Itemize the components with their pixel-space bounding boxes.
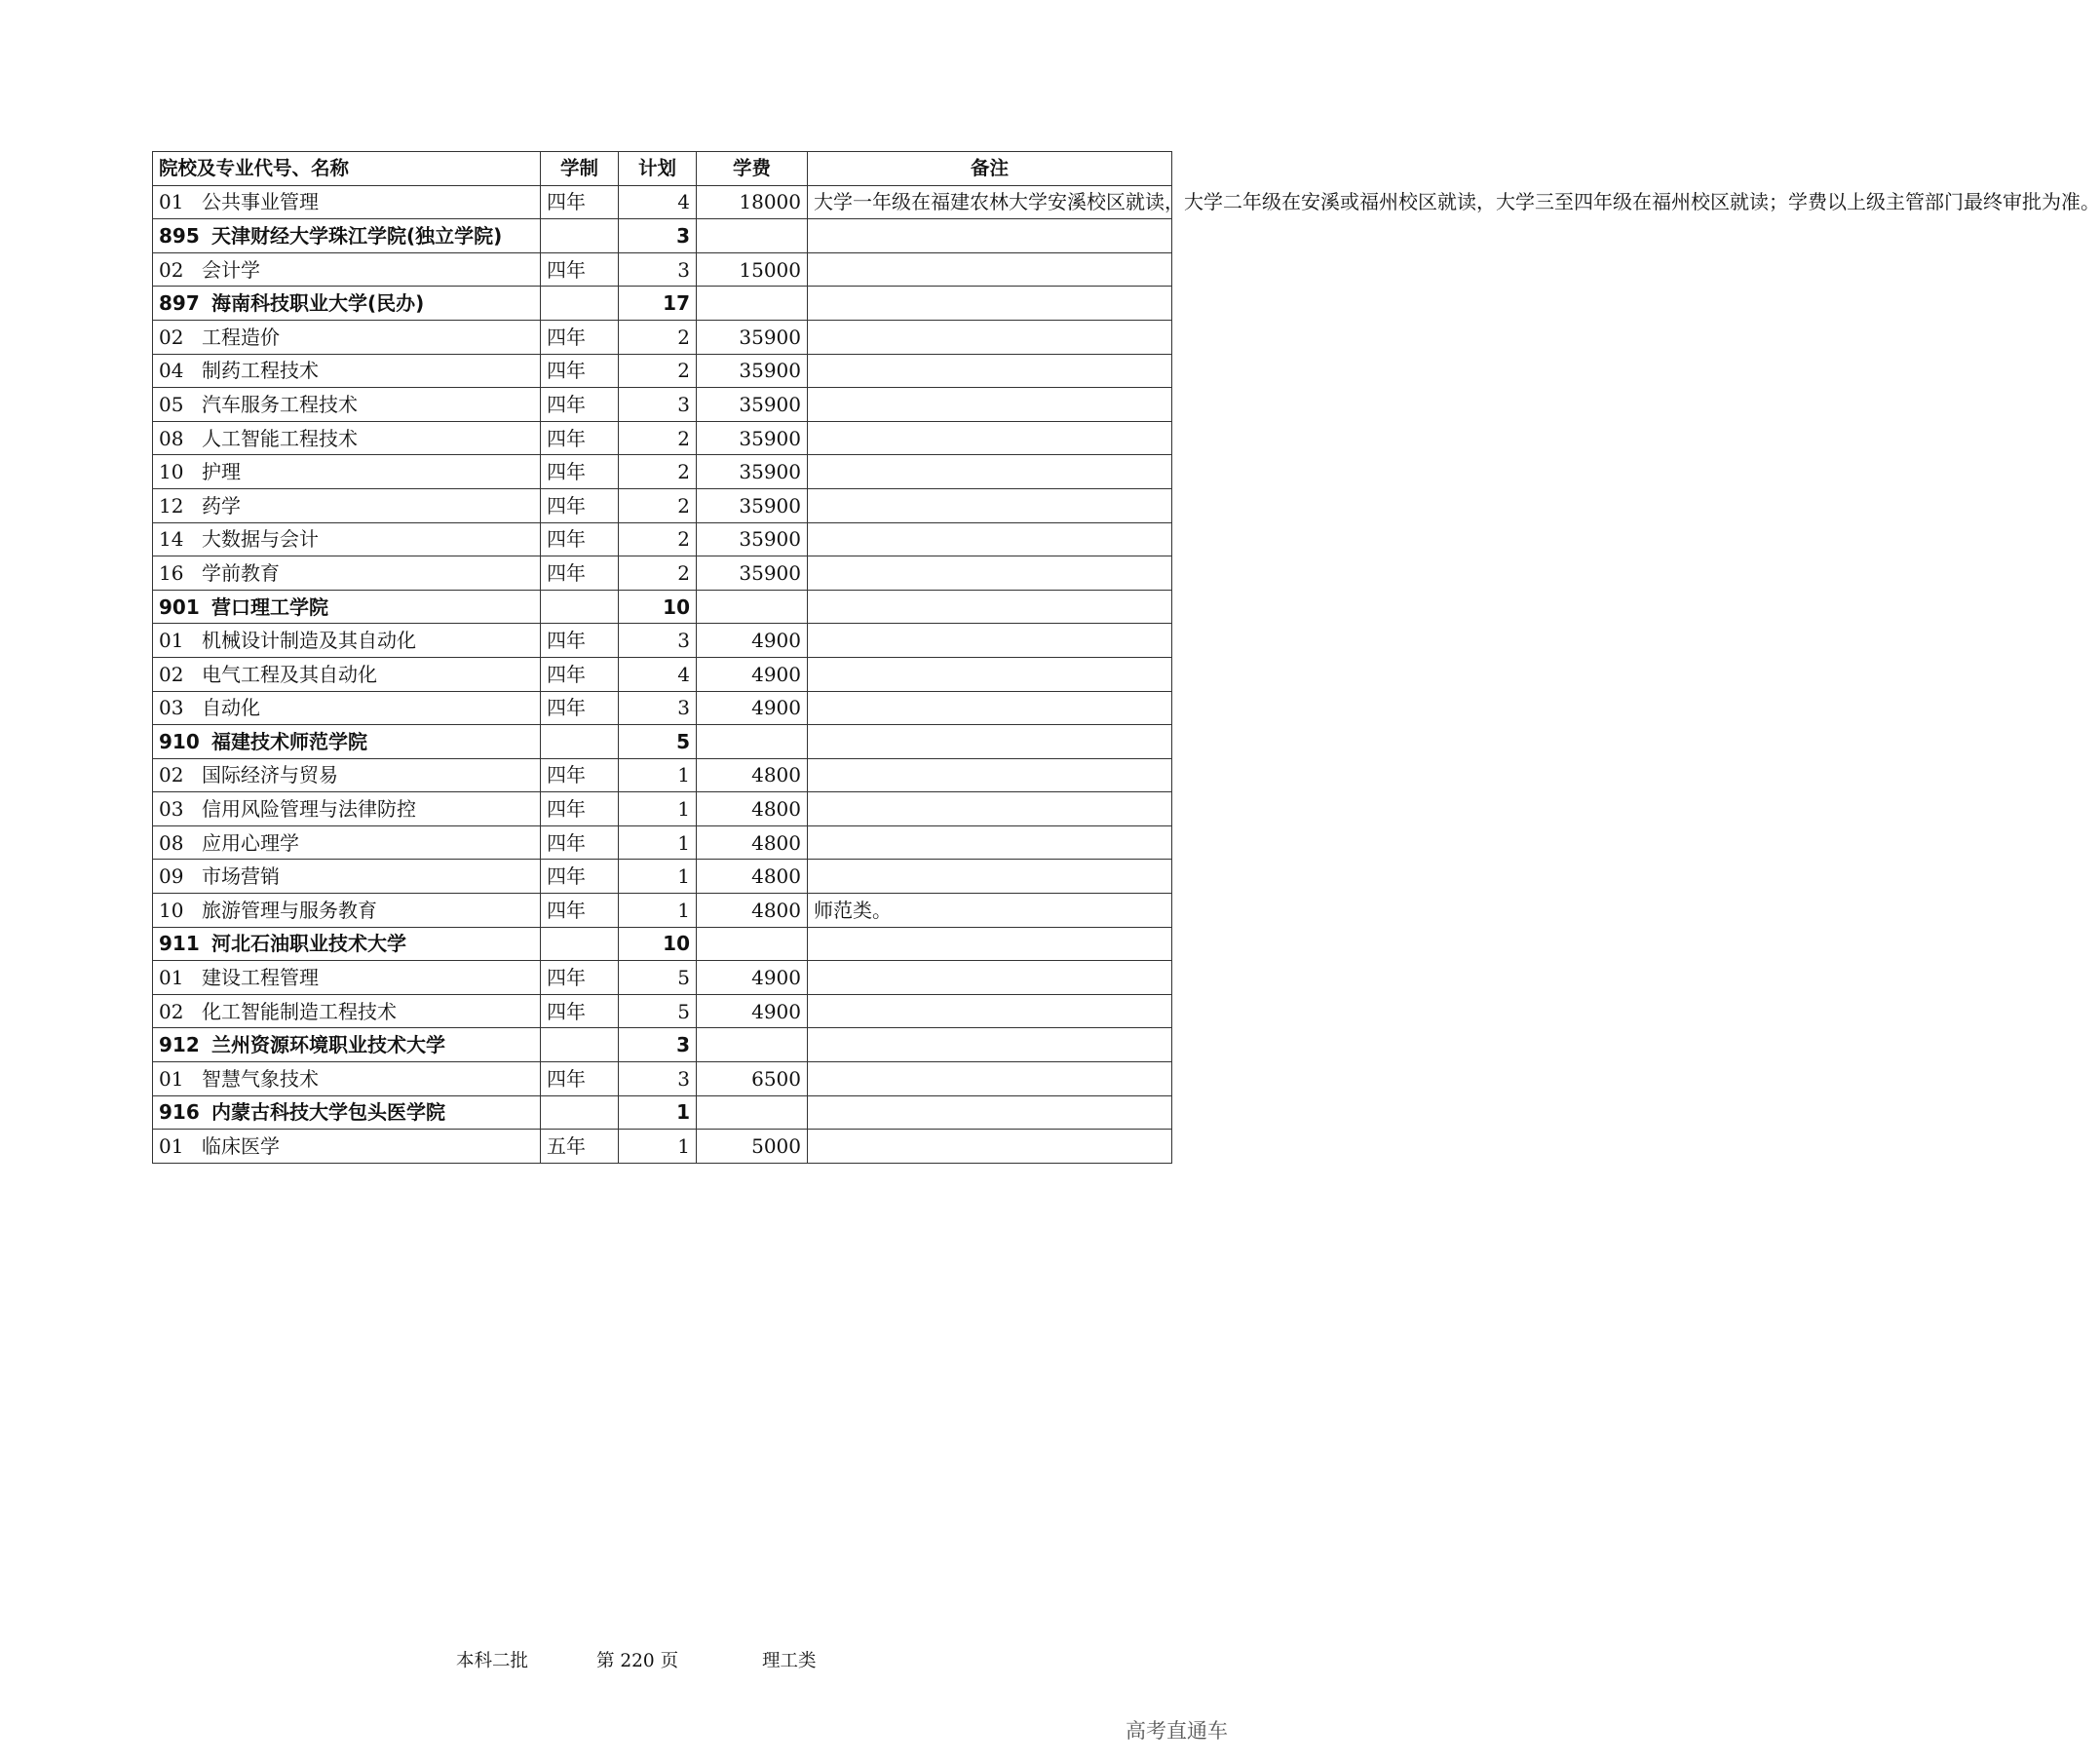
- fee-cell: 35900: [697, 522, 808, 556]
- college-name: 海南科技职业大学(民办): [211, 291, 425, 316]
- plan-cell: 3: [619, 388, 697, 422]
- major-code: 01: [159, 966, 184, 990]
- name-cell: [153, 1028, 541, 1062]
- major-code: 03: [159, 696, 184, 720]
- fee-cell: 35900: [697, 320, 808, 354]
- note-cell: [808, 590, 1172, 624]
- college-row: [153, 1028, 1172, 1062]
- note-cell: [808, 488, 1172, 522]
- name-cell: [153, 320, 541, 354]
- length-cell: 四年: [541, 894, 619, 928]
- name-cell: [153, 388, 541, 422]
- name-cell: [153, 691, 541, 725]
- plan-cell: 1: [619, 894, 697, 928]
- footer-page-number: 第 220 页: [596, 1651, 679, 1671]
- major-name: 学前教育: [202, 560, 280, 585]
- college-code: 910: [159, 729, 200, 753]
- college-name: 天津财经大学珠江学院(独立学院): [211, 223, 503, 248]
- fee-cell: [697, 287, 808, 321]
- header-note: 备注: [808, 152, 1172, 186]
- name-cell: [153, 354, 541, 388]
- note-cell: [808, 1095, 1172, 1130]
- fee-cell: 6500: [697, 1062, 808, 1096]
- plan-cell: 1: [619, 1095, 697, 1130]
- plan-cell: 10: [619, 590, 697, 624]
- fee-cell: 18000: [697, 185, 808, 219]
- note-cell: [808, 691, 1172, 725]
- college-row: [153, 725, 1172, 759]
- college-code: 895: [159, 223, 200, 248]
- college-row: [153, 287, 1172, 321]
- name-cell: [153, 219, 541, 253]
- name-cell: [153, 1062, 541, 1096]
- fee-cell: 4900: [697, 691, 808, 725]
- fee-cell: 35900: [697, 421, 808, 455]
- college-name: 营口理工学院: [211, 594, 328, 619]
- name-cell: [153, 252, 541, 287]
- length-cell: 四年: [541, 388, 619, 422]
- major-row: [153, 860, 1172, 894]
- major-name: 临床医学: [202, 1134, 280, 1159]
- name-cell: [153, 725, 541, 759]
- admission-plan-table: [152, 151, 2100, 1164]
- length-cell: 五年: [541, 1130, 619, 1164]
- note-cell: [808, 1028, 1172, 1062]
- major-row: [153, 320, 1172, 354]
- plan-cell: 5: [619, 961, 697, 995]
- footer-category: 理工类: [762, 1651, 817, 1671]
- note-cell: [808, 860, 1172, 894]
- name-cell: [153, 556, 541, 591]
- length-cell: [541, 219, 619, 253]
- major-row: [153, 894, 1172, 928]
- major-code: 05: [159, 392, 184, 416]
- header-name: 院校及专业代号、名称: [153, 152, 541, 186]
- length-cell: [541, 287, 619, 321]
- major-row: [153, 1062, 1172, 1096]
- major-name: 市场营销: [202, 864, 280, 889]
- length-cell: 四年: [541, 556, 619, 591]
- name-cell: [153, 657, 541, 691]
- major-code: 01: [159, 1066, 184, 1091]
- plan-cell: 3: [619, 252, 697, 287]
- note-cell: [808, 927, 1172, 961]
- plan-cell: 3: [619, 624, 697, 658]
- name-cell: [153, 455, 541, 489]
- note-cell: [808, 825, 1172, 860]
- major-row: [153, 961, 1172, 995]
- major-row: [153, 556, 1172, 591]
- fee-cell: 4800: [697, 825, 808, 860]
- fee-cell: 35900: [697, 455, 808, 489]
- note-cell: 师范类。: [808, 894, 1172, 928]
- plan-cell: 2: [619, 556, 697, 591]
- major-code: 02: [159, 662, 184, 686]
- college-row: [153, 1095, 1172, 1130]
- plan-cell: 3: [619, 219, 697, 253]
- length-cell: 四年: [541, 961, 619, 995]
- college-row: [153, 590, 1172, 624]
- major-row: [153, 388, 1172, 422]
- note-cell: [808, 455, 1172, 489]
- length-cell: 四年: [541, 320, 619, 354]
- note-cell: [808, 320, 1172, 354]
- length-cell: 四年: [541, 657, 619, 691]
- length-cell: [541, 927, 619, 961]
- note-cell: [808, 388, 1172, 422]
- name-cell: [153, 185, 541, 219]
- header-fee: 学费: [697, 152, 808, 186]
- fee-cell: 4800: [697, 758, 808, 792]
- major-row: [153, 792, 1172, 826]
- note-cell: [808, 758, 1172, 792]
- fee-cell: 5000: [697, 1130, 808, 1164]
- note-cell: [808, 219, 1172, 253]
- note-cell: [808, 1062, 1172, 1096]
- college-code: 912: [159, 1033, 200, 1057]
- note-cell: [808, 961, 1172, 995]
- major-code: 12: [159, 493, 184, 518]
- plan-cell: 1: [619, 792, 697, 826]
- major-code: 01: [159, 190, 184, 214]
- fee-cell: [697, 1028, 808, 1062]
- fee-cell: 4900: [697, 994, 808, 1028]
- major-code: 08: [159, 426, 184, 450]
- name-cell: [153, 860, 541, 894]
- table-header-row: [153, 152, 1172, 186]
- major-name: 大数据与会计: [202, 527, 319, 552]
- major-code: 08: [159, 830, 184, 855]
- length-cell: [541, 725, 619, 759]
- plan-cell: 5: [619, 725, 697, 759]
- major-row: [153, 825, 1172, 860]
- major-code: 04: [159, 359, 184, 383]
- plan-cell: 2: [619, 320, 697, 354]
- plan-cell: 1: [619, 758, 697, 792]
- note-cell: [808, 792, 1172, 826]
- name-cell: [153, 624, 541, 658]
- college-name: 河北石油职业技术大学: [211, 932, 406, 956]
- name-cell: [153, 287, 541, 321]
- plan-cell: 17: [619, 287, 697, 321]
- length-cell: 四年: [541, 1062, 619, 1096]
- header-length: 学制: [541, 152, 619, 186]
- major-name: 智慧气象技术: [202, 1066, 319, 1091]
- fee-cell: 4900: [697, 961, 808, 995]
- length-cell: 四年: [541, 792, 619, 826]
- college-code: 916: [159, 1100, 200, 1125]
- major-code: 02: [159, 325, 184, 349]
- major-code: 01: [159, 629, 184, 653]
- name-cell: [153, 1130, 541, 1164]
- plan-cell: 1: [619, 825, 697, 860]
- plan-cell: 10: [619, 927, 697, 961]
- major-name: 国际经济与贸易: [202, 763, 338, 787]
- major-name: 工程造价: [202, 325, 280, 349]
- plan-cell: 4: [619, 185, 697, 219]
- note-cell: [808, 1130, 1172, 1164]
- college-name: 福建技术师范学院: [211, 729, 367, 753]
- plan-cell: 1: [619, 860, 697, 894]
- fee-cell: [697, 219, 808, 253]
- name-cell: [153, 488, 541, 522]
- length-cell: 四年: [541, 825, 619, 860]
- major-code: 09: [159, 864, 184, 889]
- major-code: 02: [159, 999, 184, 1023]
- fee-cell: 35900: [697, 556, 808, 591]
- plan-cell: 1: [619, 1130, 697, 1164]
- length-cell: 四年: [541, 994, 619, 1028]
- college-code: 911: [159, 932, 200, 956]
- length-cell: 四年: [541, 455, 619, 489]
- length-cell: 四年: [541, 252, 619, 287]
- length-cell: 四年: [541, 691, 619, 725]
- plan-cell: 3: [619, 691, 697, 725]
- name-cell: [153, 894, 541, 928]
- major-name: 建设工程管理: [202, 966, 319, 990]
- major-row: [153, 185, 1172, 219]
- major-row: [153, 1130, 1172, 1164]
- plan-cell: 2: [619, 455, 697, 489]
- note-cell: [808, 556, 1172, 591]
- note-cell: [808, 624, 1172, 658]
- length-cell: 四年: [541, 522, 619, 556]
- fee-cell: 35900: [697, 488, 808, 522]
- plan-cell: 2: [619, 522, 697, 556]
- major-row: [153, 522, 1172, 556]
- length-cell: 四年: [541, 421, 619, 455]
- major-row: [153, 994, 1172, 1028]
- fee-cell: 15000: [697, 252, 808, 287]
- major-name: 应用心理学: [202, 830, 299, 855]
- name-cell: [153, 1095, 541, 1130]
- major-row: [153, 354, 1172, 388]
- length-cell: [541, 1095, 619, 1130]
- name-cell: [153, 421, 541, 455]
- name-cell: [153, 825, 541, 860]
- note-cell: [808, 657, 1172, 691]
- fee-cell: [697, 590, 808, 624]
- name-cell: [153, 758, 541, 792]
- major-row: [153, 758, 1172, 792]
- plan-cell: 5: [619, 994, 697, 1028]
- length-cell: [541, 1028, 619, 1062]
- college-row: [153, 219, 1172, 253]
- major-name: 电气工程及其自动化: [202, 662, 377, 686]
- college-code: 901: [159, 594, 200, 619]
- length-cell: 四年: [541, 488, 619, 522]
- major-code: 10: [159, 898, 184, 922]
- major-code: 01: [159, 1134, 184, 1159]
- major-row: [153, 421, 1172, 455]
- fee-cell: [697, 725, 808, 759]
- major-row: [153, 488, 1172, 522]
- fee-cell: [697, 927, 808, 961]
- major-name: 汽车服务工程技术: [202, 392, 358, 416]
- fee-cell: 35900: [697, 388, 808, 422]
- fee-cell: 4800: [697, 894, 808, 928]
- note-cell: 大学一年级在福建农林大学安溪校区就读，大学二年级在安溪或福州校区就读，大学三至四年级在福州校区就读；学费以上级主管部门最终审批为准。: [808, 185, 1172, 219]
- length-cell: 四年: [541, 860, 619, 894]
- name-cell: [153, 961, 541, 995]
- major-row: [153, 691, 1172, 725]
- note-cell: [808, 522, 1172, 556]
- major-code: 14: [159, 527, 184, 552]
- name-cell: [153, 590, 541, 624]
- name-cell: [153, 927, 541, 961]
- major-name: 药学: [202, 493, 241, 518]
- college-name: 内蒙古科技大学包头医学院: [211, 1100, 445, 1125]
- college-code: 897: [159, 291, 200, 316]
- plan-cell: 4: [619, 657, 697, 691]
- major-code: 02: [159, 257, 184, 282]
- major-name: 机械设计制造及其自动化: [202, 629, 416, 653]
- note-cell: [808, 354, 1172, 388]
- college-name: 兰州资源环境职业技术大学: [211, 1033, 445, 1057]
- note-cell: [808, 252, 1172, 287]
- note-cell: [808, 994, 1172, 1028]
- footer-batch: 本科二批: [456, 1651, 529, 1671]
- college-row: [153, 927, 1172, 961]
- major-row: [153, 455, 1172, 489]
- name-cell: [153, 792, 541, 826]
- major-name: 人工智能工程技术: [202, 426, 358, 450]
- fee-cell: [697, 1095, 808, 1130]
- major-code: 03: [159, 797, 184, 822]
- major-row: [153, 252, 1172, 287]
- fee-cell: 35900: [697, 354, 808, 388]
- plan-cell: 2: [619, 354, 697, 388]
- major-code: 10: [159, 460, 184, 484]
- plan-cell: 3: [619, 1028, 697, 1062]
- plan-cell: 2: [619, 488, 697, 522]
- note-cell: [808, 287, 1172, 321]
- plan-cell: 2: [619, 421, 697, 455]
- fee-cell: 4800: [697, 792, 808, 826]
- major-code: 16: [159, 560, 184, 585]
- fee-cell: 4900: [697, 624, 808, 658]
- page-footer: [456, 1647, 817, 1672]
- major-name: 护理: [202, 460, 241, 484]
- length-cell: 四年: [541, 354, 619, 388]
- length-cell: 四年: [541, 758, 619, 792]
- name-cell: [153, 522, 541, 556]
- table-body: [153, 185, 2100, 1163]
- watermark: 高考直通车: [1126, 1719, 1228, 1743]
- major-name: 公共事业管理: [202, 190, 319, 214]
- length-cell: 四年: [541, 185, 619, 219]
- length-cell: [541, 590, 619, 624]
- length-cell: 四年: [541, 624, 619, 658]
- major-row: [153, 624, 1172, 658]
- major-name: 化工智能制造工程技术: [202, 999, 397, 1023]
- major-name: 信用风险管理与法律防控: [202, 797, 416, 822]
- major-name: 制药工程技术: [202, 359, 319, 383]
- major-name: 旅游管理与服务教育: [202, 898, 377, 922]
- name-cell: [153, 994, 541, 1028]
- plan-cell: 3: [619, 1062, 697, 1096]
- major-row: [153, 657, 1172, 691]
- major-name: 自动化: [202, 696, 260, 720]
- note-cell: [808, 421, 1172, 455]
- note-cell: [808, 725, 1172, 759]
- header-plan: 计划: [619, 152, 697, 186]
- fee-cell: 4900: [697, 657, 808, 691]
- major-name: 会计学: [202, 257, 260, 282]
- major-code: 02: [159, 763, 184, 787]
- fee-cell: 4800: [697, 860, 808, 894]
